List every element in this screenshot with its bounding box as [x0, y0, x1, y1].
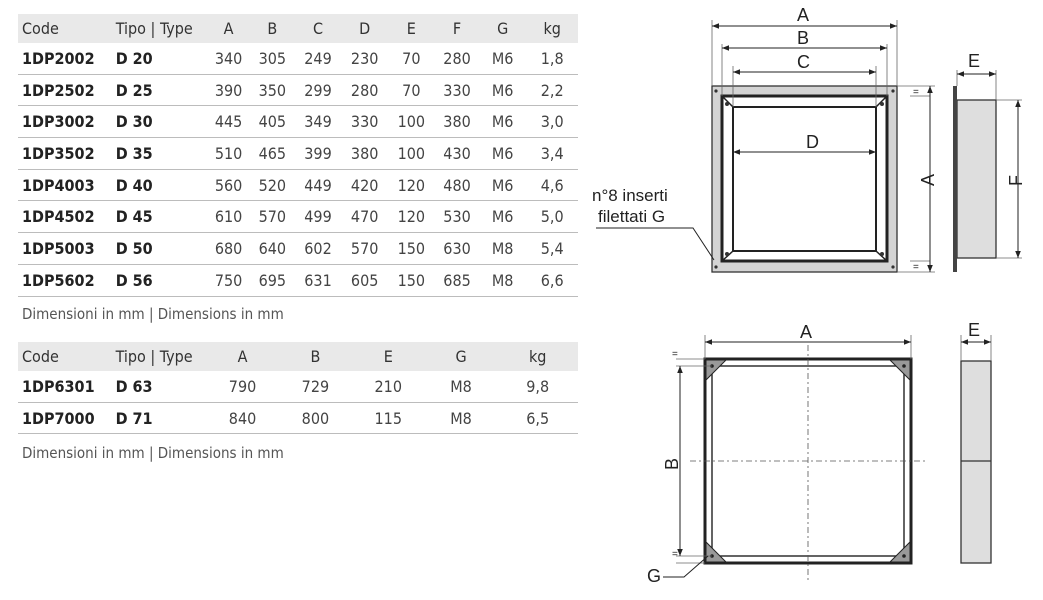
cell-value: 9,8 [497, 371, 578, 402]
cell-value: 530 [435, 201, 479, 233]
cell-value: 4,6 [526, 169, 578, 201]
svg-text:=: = [672, 549, 678, 560]
cell-value: 570 [250, 201, 294, 233]
header-e: E [388, 14, 436, 43]
cell-value: 210 [352, 371, 425, 402]
header-g: G [425, 342, 498, 371]
cell-value: 465 [250, 138, 294, 170]
header-a: A [206, 342, 279, 371]
header-code: Code [18, 14, 112, 43]
cell-type: D 45 [112, 201, 207, 233]
cell-value: 350 [250, 74, 294, 106]
cell-value: 380 [342, 138, 388, 170]
dim-label-c: C [797, 52, 810, 72]
header-f: F [435, 14, 479, 43]
header-kg: kg [526, 14, 578, 43]
cell-code: 1DP3502 [18, 138, 112, 170]
cell-value: 520 [250, 169, 294, 201]
cell-value: 729 [279, 371, 352, 402]
cell-type: D 63 [112, 371, 207, 402]
cell-type: D 40 [112, 169, 207, 201]
dim-label-a-large: A [800, 322, 813, 342]
cell-value: 560 [207, 169, 251, 201]
cell-value: 115 [352, 402, 425, 434]
cell-value: 5,0 [526, 201, 578, 233]
cell-value: 100 [388, 106, 436, 138]
cell-value: 330 [342, 106, 388, 138]
header-e: E [352, 342, 425, 371]
header-d: D [342, 14, 388, 43]
cell-value: 510 [207, 138, 251, 170]
dim-label-e: E [968, 51, 981, 71]
cell-value: 695 [250, 264, 294, 296]
header-code: Code [18, 342, 112, 371]
cell-value: 305 [250, 43, 294, 74]
cell-value: 630 [435, 233, 479, 265]
svg-text:=: = [913, 262, 919, 273]
cell-value: 120 [388, 201, 436, 233]
inserts-label-line1: n°8 inserti [592, 186, 668, 205]
large-frame-front-view [647, 322, 925, 586]
cell-value: 605 [342, 264, 388, 296]
cell-value: 840 [206, 402, 279, 434]
cell-value: 449 [294, 169, 342, 201]
cell-value: 602 [294, 233, 342, 265]
cell-value: 420 [342, 169, 388, 201]
cell-value: 380 [435, 106, 479, 138]
cell-value: 100 [388, 138, 436, 170]
cell-code: 1DP4003 [18, 169, 112, 201]
cell-value: 3,0 [526, 106, 578, 138]
cell-value: 340 [207, 43, 251, 74]
cell-value: 5,4 [526, 233, 578, 265]
cell-value: 6,6 [526, 264, 578, 296]
cell-code: 1DP2002 [18, 43, 112, 74]
cell-value: 790 [206, 371, 279, 402]
inserts-label-line2: filettati G [598, 207, 666, 226]
cell-value: 405 [250, 106, 294, 138]
dim-label-g: G [647, 566, 662, 586]
header-b: B [250, 14, 294, 43]
cell-value: 390 [207, 74, 251, 106]
dim-label-a: A [797, 5, 810, 25]
header-kg: kg [497, 342, 578, 371]
cell-value: M6 [479, 106, 527, 138]
units-note-2: Dimensioni in mm | Dimensions in mm [22, 444, 284, 462]
cell-value: M8 [425, 371, 498, 402]
cell-value: M8 [479, 264, 527, 296]
header-c: C [294, 14, 342, 43]
header-type: Tipo | Type [112, 14, 207, 43]
cell-value: 470 [342, 201, 388, 233]
svg-text:=: = [672, 349, 678, 360]
dim-label-a-side: A [918, 173, 938, 186]
cell-value: 631 [294, 264, 342, 296]
header-type: Tipo | Type [112, 342, 207, 371]
cell-code: 1DP2502 [18, 74, 112, 106]
cell-value: 150 [388, 233, 436, 265]
cell-value: M6 [479, 43, 527, 74]
cell-type: D 71 [112, 402, 207, 434]
svg-text:=: = [913, 87, 919, 98]
cell-type: D 56 [112, 264, 207, 296]
frame-side-view [953, 51, 1026, 272]
cell-value: 430 [435, 138, 479, 170]
cell-value: M6 [479, 74, 527, 106]
cell-value: 750 [207, 264, 251, 296]
cell-type: D 30 [112, 106, 207, 138]
cell-code: 1DP6301 [18, 371, 112, 402]
dim-label-b-large: B [662, 457, 682, 470]
cell-value: 299 [294, 74, 342, 106]
cell-value: M8 [425, 402, 498, 434]
header-a: A [207, 14, 251, 43]
frame-front-view [592, 5, 938, 273]
cell-value: 570 [342, 233, 388, 265]
cell-code: 1DP5003 [18, 233, 112, 265]
cell-value: 330 [435, 74, 479, 106]
header-g: G [479, 14, 527, 43]
cell-value: 499 [294, 201, 342, 233]
cell-code: 1DP5602 [18, 264, 112, 296]
cell-value: 70 [388, 74, 436, 106]
cell-value: 1,8 [526, 43, 578, 74]
cell-value: 399 [294, 138, 342, 170]
cell-value: 70 [388, 43, 436, 74]
cell-value: 150 [388, 264, 436, 296]
cell-value: 120 [388, 169, 436, 201]
cell-code: 1DP4502 [18, 201, 112, 233]
cell-value: M6 [479, 169, 527, 201]
cell-type: D 25 [112, 74, 207, 106]
cell-value: M8 [479, 233, 527, 265]
cell-type: D 50 [112, 233, 207, 265]
dim-label-f: F [1006, 175, 1026, 186]
dim-label-e-large: E [968, 320, 981, 340]
cell-value: 6,5 [497, 402, 578, 434]
cell-value: M6 [479, 201, 527, 233]
cell-value: 610 [207, 201, 251, 233]
large-frame-side-view [961, 320, 991, 563]
cell-value: 685 [435, 264, 479, 296]
cell-value: 680 [207, 233, 251, 265]
dim-label-b: B [797, 28, 810, 48]
cell-value: 230 [342, 43, 388, 74]
cell-value: 800 [279, 402, 352, 434]
cell-value: 280 [342, 74, 388, 106]
cell-value: 249 [294, 43, 342, 74]
cell-code: 1DP3002 [18, 106, 112, 138]
units-note-1: Dimensioni in mm | Dimensions in mm [22, 305, 284, 323]
header-b: B [279, 342, 352, 371]
cell-type: D 20 [112, 43, 207, 74]
dim-label-d: D [806, 132, 819, 152]
cell-type: D 35 [112, 138, 207, 170]
cell-value: 640 [250, 233, 294, 265]
cell-value: 280 [435, 43, 479, 74]
cell-value: 3,4 [526, 138, 578, 170]
cell-value: 480 [435, 169, 479, 201]
cell-value: 2,2 [526, 74, 578, 106]
cell-value: M6 [479, 138, 527, 170]
cell-value: 349 [294, 106, 342, 138]
cell-value: 445 [207, 106, 251, 138]
cell-code: 1DP7000 [18, 402, 112, 434]
